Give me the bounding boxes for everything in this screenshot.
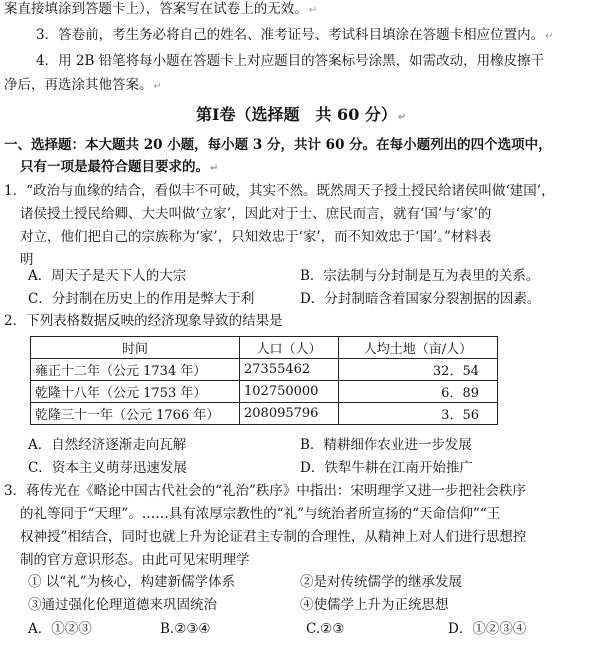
section-intro: 一、选择题：本大题共 20 小题，每小题 3 分，共计 60 分。在每小题列出的四个选项中， [4,137,552,153]
q3-statement-1: ① 以“礼”为核心，构建新儒学体系 [28,574,236,590]
q3-stem-line: 权神授”相结合，同时也就上升为论证君主专制的合理性，从精神上对人们进行思想控 [20,529,527,545]
table-cell: 102750000 [240,381,339,403]
section-title: 第Ⅰ卷（选择题 共 60 分）↵ [196,105,407,124]
table-cell: 乾隆十八年（公元 1753 年） [31,381,240,403]
q3-stem-line: 3．蒋传光在《略论中国古代社会的“礼治”秩序》中指出：宋明理学又进一步把社会秩序 [4,483,526,499]
q3-option-a[interactable]: A．①②③ [28,621,92,637]
instruction-line: 净后，再选涂其他答案。↵ [4,77,162,93]
q3-statement-3: ③通过强化伦理道德来巩固统治 [28,597,217,613]
table-cell: 32．54 [339,359,498,381]
table-cell: 雍正十二年（公元 1734 年） [31,359,240,381]
table-cell: 27355462 [240,359,339,381]
table-row [31,403,498,425]
population-land-table [30,336,498,425]
q2-option-b[interactable]: B．精耕细作农业进一步发展 [300,437,472,453]
q1-stem-line: 对立，他们把自己的宗族称为‘家’，只知效忠于‘家’，而不知效忠于‘国’。”材料表 [20,229,492,245]
table-header-cell: 人口（人） [240,337,339,359]
q1-option-c[interactable]: C．分封制在历史上的作用是弊大于利 [28,291,255,307]
table-cell: 6．89 [339,381,498,403]
q3-stem-line: 的礼等同于“天理”。……具有浓厚宗教性的“礼”与统治者所宣扬的“天命信仰”“王 [20,506,501,522]
table-header-row [31,337,498,359]
q1-option-a[interactable]: A．周天子是天下人的大宗 [28,268,187,284]
table-cell: 3．56 [339,403,498,425]
instruction-line: 案直接填涂到答题卡上），答案写在试卷上的无效。↵ [4,1,318,17]
q3-option-c[interactable]: C.②③ [306,621,345,637]
q2-option-c[interactable]: C．资本主义萌芽迅速发展 [28,460,187,476]
q1-option-b[interactable]: B．宗法制与分封制是互为表里的关系。 [300,268,540,284]
table-cell: 乾隆三十一年（公元 1766 年） [31,403,240,425]
instruction-line: 4．用 2B 铅笔将每小题在答题卡上对应题目的答案标号涂黑，如需改动，用橡皮擦干 [36,53,545,69]
q1-stem-line: 明 [20,252,34,268]
q3-stem-line: 制的官方意识形态。由此可见宋明理学 [20,552,250,568]
q1-stem-line: 1．“政治与血缘的结合，看似丰不可破，其实不然。既然周天子授土授民给诸侯叫做‘建国’， [4,183,555,199]
q3-option-d[interactable]: D．①②③④ [448,621,527,637]
q2-option-d[interactable]: D．铁犁牛耕在江南开始推广 [300,460,473,476]
q2-option-a[interactable]: A．自然经济逐渐走向瓦解 [28,437,187,453]
table-cell: 208095796 [240,403,339,425]
section-intro: 只有一项是最符合题目要求的。↵ [20,159,219,175]
q3-statement-4: ④使儒学上升为正统思想 [300,597,449,613]
table-row [31,381,498,403]
table-header-cell: 人均土地（亩/人） [339,337,498,359]
table-row [31,359,498,381]
q3-option-b[interactable]: B.②③④ [160,621,211,637]
q1-stem-line: 诸侯授土授民给卿、大夫叫做‘立家’，因此对于士、庶民而言，就有‘国’与‘家’的 [20,206,492,222]
q3-statement-2: ②是对传统儒学的继承发展 [300,574,462,590]
q2-stem: 2．下列表格数据反映的经济现象导致的结果是 [4,313,283,329]
table-header-cell: 时间 [31,337,240,359]
instruction-line: 3．答卷前，考生务必将自己的姓名、准考证号、考试科目填涂在答题卡相应位置内。↵ [36,27,554,43]
q1-option-d[interactable]: D．分封制暗含着国家分裂割据的因素。 [300,291,541,307]
